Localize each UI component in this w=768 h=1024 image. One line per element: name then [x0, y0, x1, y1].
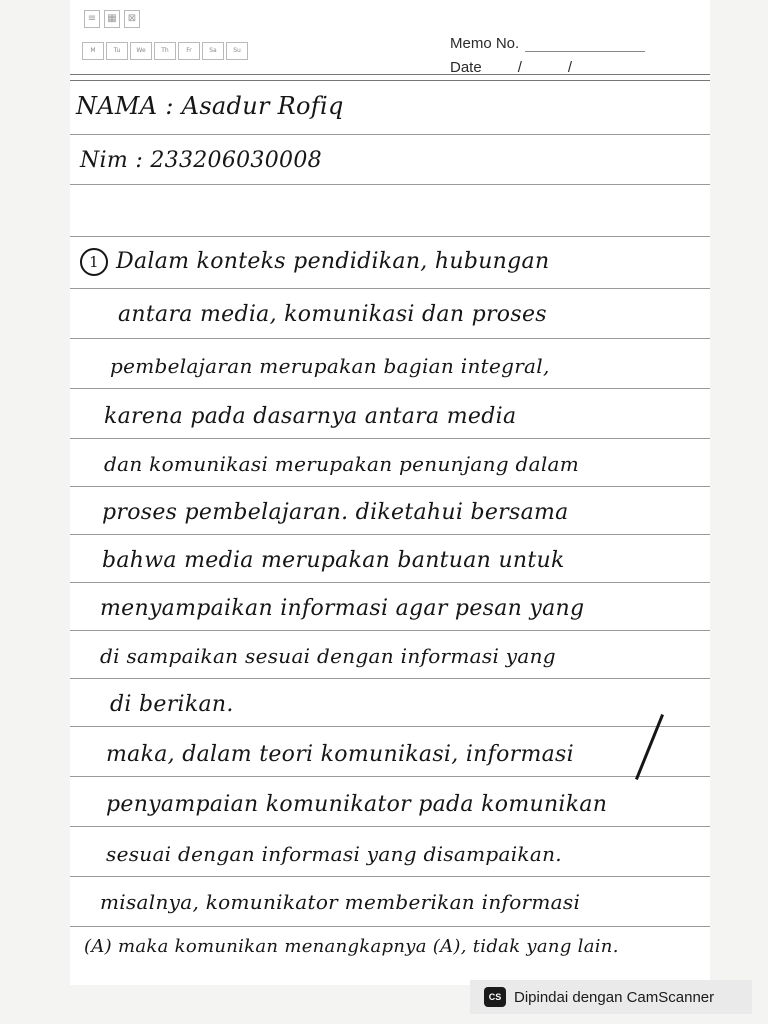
ruled-line [70, 338, 710, 339]
ruled-line [70, 486, 710, 487]
answer-line-11: maka, dalam teori komunikasi, informasi [106, 742, 574, 767]
day-thu: Th [154, 42, 176, 60]
answer-line-9: di sampaikan sesuai dengan informasi yang [100, 644, 556, 668]
ruled-line [70, 134, 710, 135]
ruled-line [70, 776, 710, 777]
list-icon: ≡ [84, 10, 100, 28]
answer-line-8: menyampaikan informasi agar pesan yang [100, 596, 585, 621]
ruled-line [70, 388, 710, 389]
answer-line-10: di berikan. [110, 692, 234, 717]
day-tue: Tu [106, 42, 128, 60]
name-line: NAMA : Asadur Rofiq [76, 92, 344, 120]
memo-no-label: Memo No. [450, 35, 520, 52]
camscanner-icon: CS [484, 987, 506, 1007]
answer-number: 1 [80, 248, 108, 276]
weekday-boxes [82, 42, 250, 60]
ruled-line [70, 876, 710, 877]
header-icons [84, 10, 140, 28]
answer-line-3: pembelajaran merupakan bagian integral, [110, 354, 550, 378]
answer-line-12: penyampaian komunikator pada komunikan [106, 792, 608, 817]
ruled-line [70, 726, 710, 727]
ruled-line [70, 582, 710, 583]
answer-line-14: misalnya, komunikator memberikan informasi [100, 890, 581, 914]
day-sat: Sa [202, 42, 224, 60]
day-sun: Su [226, 42, 248, 60]
ruled-line [70, 288, 710, 289]
date-separator: / [517, 59, 522, 76]
answer-line-15: (A) maka komunikan menangkapnya (A), tidak yang lain. [84, 936, 619, 957]
header-double-rule [70, 74, 710, 81]
camscanner-badge [470, 980, 752, 1014]
camscanner-label: Dipindai dengan CamScanner [514, 988, 715, 1006]
box-icon: ⊠ [124, 10, 140, 28]
answer-line-5: dan komunikasi merupakan penunjang dalam [104, 452, 580, 476]
ruled-line [70, 826, 710, 827]
date-separator: / [567, 59, 573, 76]
grid-icon: ▦ [104, 10, 120, 28]
ruled-line [70, 630, 710, 631]
nim-line: Nim : 233206030008 [80, 148, 322, 173]
memo-block [450, 28, 645, 76]
ruled-line [70, 678, 710, 679]
ruled-line [70, 236, 710, 237]
answer-line-1: 1 Dalam konteks pendidikan, hubungan [80, 248, 710, 276]
ruled-line [70, 184, 710, 185]
day-wed: We [130, 42, 152, 60]
answer-line-4: karena pada dasarnya antara media [104, 404, 517, 429]
answer-line-6: proses pembelajaran. diketahui bersama [102, 500, 569, 525]
day-fri: Fr [178, 42, 200, 60]
answer-line-13: sesuai dengan informasi yang disampaikan. [106, 842, 562, 866]
ruled-line [70, 534, 710, 535]
ruled-line [70, 926, 710, 927]
answer-line-7: bahwa media merupakan bantuan untuk [102, 548, 565, 573]
date-label: Date [450, 59, 482, 76]
ruled-line [70, 438, 710, 439]
memo-no-line [525, 37, 645, 52]
memo-paper [70, 0, 710, 985]
day-mon: M [82, 42, 104, 60]
answer-line-2: antara media, komunikasi dan proses [118, 302, 547, 327]
